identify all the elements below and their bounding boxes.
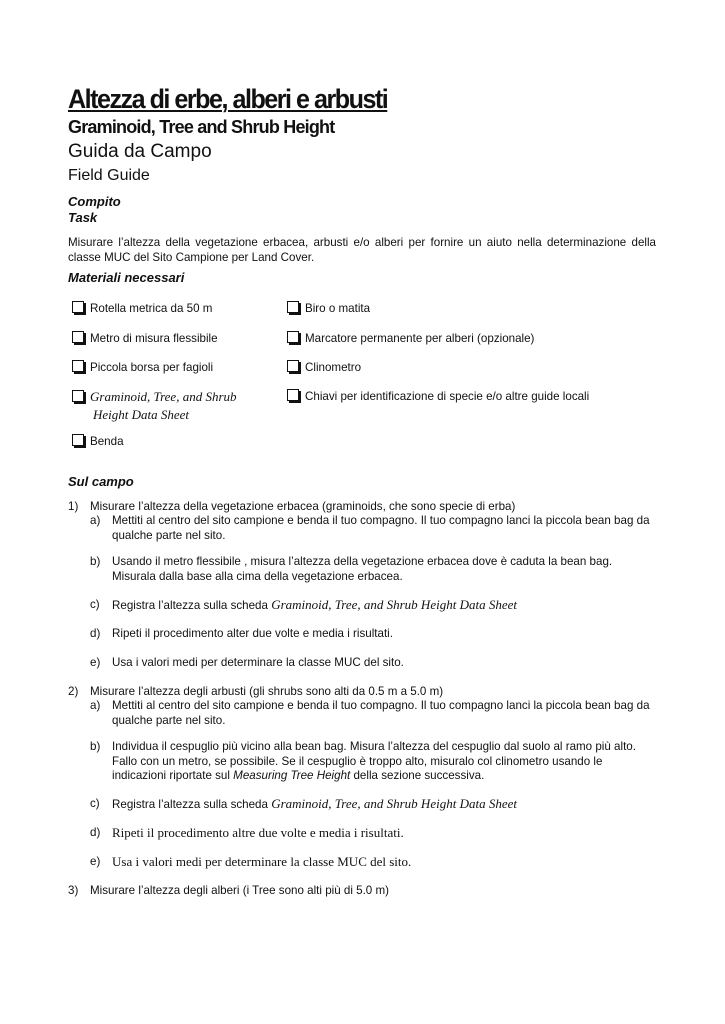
checkbox-icon: [287, 301, 299, 313]
checkbox-icon: [72, 360, 84, 372]
page-title: Altezza di erbe, alberi e arbusti: [68, 84, 388, 114]
checkbox-icon: [287, 360, 299, 372]
material-item: Rotella metrica da 50 m: [72, 300, 212, 318]
material-item: Piccola borsa per fagioli: [72, 359, 213, 377]
checkbox-icon: [72, 301, 84, 313]
page-subtitle: Graminoid, Tree and Shrub Height: [68, 117, 335, 137]
material-item: Metro di misura flessibile: [72, 330, 218, 348]
guide-title-en: Field Guide: [68, 167, 150, 184]
checkbox-icon: [72, 331, 84, 343]
material-item: Biro o matita: [287, 300, 370, 318]
checkbox-icon: [287, 331, 299, 343]
task-text: Misurare l’altezza della vegetazione erbacea, arbusti e/o alberi per fornire un aiuto nella determinazione della classe MUC del Sito Campione per Land Cover.: [68, 236, 656, 264]
task-heading-it: Compito: [68, 194, 121, 209]
checkbox-icon: [72, 434, 84, 446]
task-heading-en: Task: [68, 210, 98, 225]
guide-title-it: Guida da Campo: [68, 141, 212, 162]
field-heading: Sul campo: [68, 474, 134, 489]
material-item: Chiavi per identificazione di specie e/o altre guide locali: [287, 388, 589, 406]
material-item: Marcatore permanente per alberi (opzionale): [287, 330, 534, 348]
material-item-continuation: Height Data Sheet: [93, 407, 190, 422]
checkbox-icon: [287, 389, 299, 401]
material-item: Clinometro: [287, 359, 361, 377]
materials-heading: Materiali necessari: [68, 270, 185, 285]
material-item: Graminoid, Tree, and Shrub: [72, 388, 237, 407]
document-page: Altezza di erbe, alberi e arbusti Graminoid, Tree and Shrub Height Guida da Campo Field Guide Compito Task Misurare l’altezza della vegetazione erbacea, arbusti e/o alberi per fornire un aiuto nella determinazione della classe MUC del Sito Campione per Land Cover. Materiali necessari Rotella metrica da 50 m Metro di misura flessibile Piccola borsa per fagioli Graminoid, Tree, and Shrub Height Data Sheet Benda Biro o matita Marcatore permanente per alberi (opzionale) Clinometro Chiavi per identificazione di specie e/o altre guide locali Sul campo 1) Misurare l’altezza della vegetazione erbacea (graminoids, che sono specie di erba) a) Mettiti al centro del sito campione e benda il tuo compagno. Il tuo compagno lanci la piccola bean bag da qualche parte nel sito. b) Usando il metro flessibile , misura l’altezza della vegetazione erbacea dove è caduta la bean bag. Misurala dalla base alla cima della vegetazione erbacea. c) Registra l’altezza sulla scheda Graminoid, Tree, and Shrub Height Data Sheet d) Ripeti il procedimento alter due volte e media i risultati. e) Usa i valori medi per determinare la classe MUC del sito. 2) Misurare l’altezza degli arbusti (gli shrubs sono alti da 0.5 m a 5.0 m) a) Mettiti al centro del sito campione e benda il tuo compagno. Il tuo compagno lanci la piccola bean bag da qualche parte nel sito. b) Individua il cespuglio più vicino alla bean bag. Misura l’altezza del cespuglio dal suolo al ramo più alto. Fallo con un metro, se possibile. Se il cespuglio è troppo alto, misuralo col clinometro usando le indicazioni riportate sul Measuring Tree Height della sezione successiva. c) Registra l’altezza sulla scheda Graminoid, Tree, and Shrub Height Data Sheet d) Ripeti il procedimento altre due volte e media i risultati. e) Usa i valori medi per determinare la classe MUC del sito. 3) Misurare l’altezza degli alberi (i Tree sono alti più di 5.0 m): [68, 84, 656, 897]
measuring-tree-height-ref: Measuring Tree Height: [233, 769, 351, 782]
material-item: Benda: [72, 433, 124, 451]
checkbox-icon: [72, 390, 84, 402]
